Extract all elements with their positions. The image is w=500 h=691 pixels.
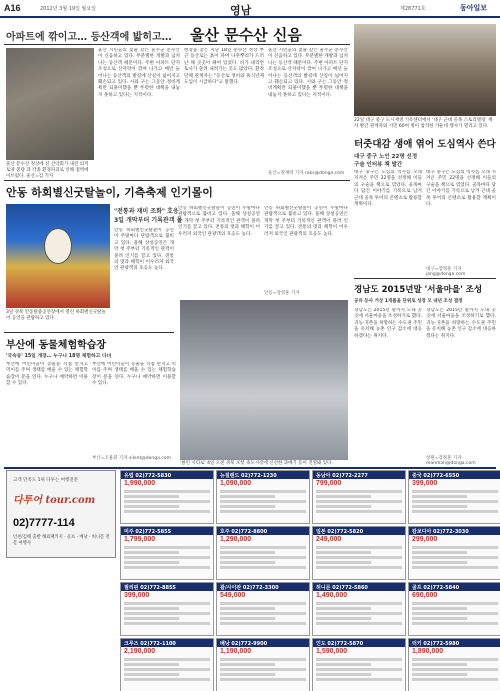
classified-ad[interactable]: [120, 526, 214, 580]
ad-text-line: [124, 678, 210, 681]
section-title: 영남: [230, 4, 252, 17]
ad-price: 1,490,000: [316, 592, 348, 599]
busan-headline: 부산에 동물체험학습장: [6, 340, 107, 351]
ad-text-line: [220, 500, 306, 503]
article-body: 울산 시민들의 젖줄 같은 울주군 문수산이 신음하고 있다. 무분별한 개발과 넘쳐나는 등산객 때문이다. 주변 아파트 단지 조성으로 산자락이 깎여 나가고 매년 늘어나는 등산객의 발길에 산길이 넓어지고 훼손되고 있다. 시와 구는 그동안 정비계획만 되풀이했을 뿐 뚜렷한 대책을 내놓지 못하고 있다는 지적이다.: [268, 48, 348, 98]
ad-text-line: [220, 551, 275, 554]
ad-title: 유럽 02)772-5830: [121, 471, 213, 479]
classified-ad[interactable]: [312, 526, 406, 580]
ad-text-line: [316, 495, 371, 498]
page-number: A16: [4, 3, 21, 13]
ad-text-line: [220, 617, 275, 620]
meeting-photo: [354, 24, 496, 116]
ad-text-line: [220, 490, 306, 493]
ad-price: 399,000: [412, 480, 438, 487]
ad-divider: [4, 467, 496, 469]
ad-text-line: [124, 663, 179, 666]
travel-ad[interactable]: [6, 470, 116, 558]
mask-dance-photo: [6, 204, 110, 308]
byline: 창원=강정훈 기자 manman@donga.com: [426, 456, 476, 466]
ad-text-line: [124, 658, 210, 661]
ad-text-line: [412, 617, 467, 620]
ad-title: 인도 02)772-5870: [313, 639, 405, 647]
article-body: 부산에 어린이들이 동물을 직접 만지고 먹이를 주며 생태를 배울 수 있는 체험학습장이 문을 연다. 누구나 예약하면 이용할 수 있다.: [92, 362, 176, 387]
article-body: 안동 하회별신굿탈놀이 공연이 주말마다 관람객으로 붐비고 있다. 올해 상설공연은 개막 첫 주부터 기록적인 관객이 몰려 인기를 끌고 있다. 전통의 멋과 해학이 어우러져 외국인 관광객의 호응도 높다.: [264, 206, 348, 237]
ad-title: 터키 02)772-5980: [409, 639, 500, 647]
right-story-deck: 대구 중구 노인 22명 선정: [354, 154, 418, 160]
ad-text-line: [316, 602, 402, 605]
ad-title: 배낭 02)772-9900: [217, 639, 309, 647]
ad-text-line: [412, 612, 498, 615]
issue-number: 제28771호: [400, 6, 426, 12]
ad-title: 크루즈 02)772-1100: [121, 639, 213, 647]
ad-text-line: [220, 612, 306, 615]
ad-text-line: [124, 495, 179, 498]
newspaper-name: 동아일보: [460, 4, 488, 12]
article-body: 경남도는 2015년 말까지 도내 곳곳에 서울마을을 조성하기로 했다. 귀농·귀촌을 희망하는 수도권 주민을 유치해 농촌 인구 감소에 대응하겠다는 취지다.: [354, 308, 422, 339]
ad-text-line: [412, 561, 467, 564]
ad-text-line: [412, 510, 498, 513]
ad-text-line: [412, 607, 467, 610]
issue-date: 2012년 3월 19일 월요일: [40, 6, 97, 12]
ad-text-line: [124, 622, 210, 625]
ad-text-line: [124, 556, 210, 559]
ad-price: 249,000: [316, 536, 342, 543]
ad-text-line: [412, 566, 498, 569]
ad-title: 괌/사이판 02)772-3300: [217, 583, 309, 591]
ad-price: 549,000: [220, 592, 246, 599]
ad-text-line: [412, 668, 498, 671]
ad-price: 2,190,000: [124, 648, 156, 655]
ad-price: 1,290,000: [220, 536, 252, 543]
ad-text-line: [412, 678, 498, 681]
ad-text-line: [412, 490, 498, 493]
article-body: 안동 하회별신굿탈놀이 공연이 주말마다 관람객으로 붐비고 있다. 올해 상설공연은 개막 첫 주부터 기록적인 관객이 몰려 인기를 끌고 있다. 전통의 멋과 해학이 어우러져 외국인 관광객의 호응도 높다.: [114, 228, 174, 272]
ad-text-line: [412, 663, 467, 666]
ad-text-line: [316, 663, 371, 666]
ad-text-line: [220, 607, 275, 610]
right-story-headline: 터줏대감 생애 엮어 도심역사 쓴다: [354, 139, 496, 150]
ad-text-line: [220, 663, 275, 666]
ad-text-line: [124, 500, 210, 503]
classified-ad[interactable]: [312, 638, 406, 691]
classified-ad[interactable]: [312, 582, 406, 636]
travel-logo: 다투어 tour.com: [13, 495, 96, 506]
ad-text-line: [316, 668, 402, 671]
ad-text-line: [124, 490, 210, 493]
ad-text-line: [412, 556, 498, 559]
ad-text-line: [412, 546, 498, 549]
ad-note: 인천/김해 출발 해외패키지 · 골프 · 배낭 · 허니문 전문 여행사: [13, 535, 110, 546]
divider: [354, 278, 496, 279]
byline: 안동=장영훈 기자: [264, 291, 300, 296]
photo-caption: 울산 문수산 정상에 선 산악회가 내린 퇴적 토양 불량 과 각종 환경파괴로 인해 절벽에 이르렀다. 울산=김 기자: [6, 162, 89, 179]
ad-text-line: [124, 546, 210, 549]
mask-face: [44, 228, 72, 264]
ad-text-line: [220, 622, 306, 625]
article-body: 안동 하회별신굿탈놀이 공연이 주말마다 관람객으로 붐비고 있다. 올해 상설공연은 개막 첫 주부터 기록적인 관객이 몰려 인기를 끌고 있다. 전통의 멋과 해학이 어우러져 외국인 관광객의 호응도 높다.: [178, 206, 260, 237]
ad-text-line: [316, 673, 371, 676]
festival-headline: 안동 하회별신굿탈놀이, 기측축제 인기몰이: [6, 186, 213, 199]
classified-ad[interactable]: [216, 526, 310, 580]
divider: [4, 180, 350, 181]
ad-text-line: [124, 505, 179, 508]
ad-price: 1,890,000: [412, 648, 444, 655]
ad-text-line: [220, 510, 306, 513]
ad-text-line: [412, 495, 467, 498]
classified-ad[interactable]: [120, 582, 214, 636]
ad-price: 1,799,000: [124, 536, 156, 543]
ad-text-line: [124, 612, 210, 615]
ad-text-line: [220, 602, 306, 605]
ad-text-line: [124, 617, 179, 620]
ad-price: 799,000: [316, 480, 342, 487]
ad-title: 뉴질랜드 02)772-1230: [217, 471, 309, 479]
ad-text-line: [316, 658, 402, 661]
ad-text-line: [124, 551, 179, 554]
classified-ad[interactable]: [216, 638, 310, 691]
ad-price: 1,990,000: [124, 480, 156, 487]
ad-title: 일본 02)772-5820: [313, 527, 405, 535]
ad-text-line: [316, 678, 402, 681]
gyeongnam-deck: 공유 등사 거상 1개롤을 단위로 성장 모 내년 조성 결정: [354, 299, 463, 304]
ad-title: 캄보디아 02)772-3030: [409, 527, 500, 535]
top-story-kicker: 아파트에 깎이고… 등산객에 밟히고…: [6, 32, 172, 43]
page-header: [0, 0, 500, 18]
photo-caption: '클린 시티로' 4일 오전 경북 포항 죽도시장에 신선한 과메기 등이 진열돼 있다.: [180, 461, 333, 466]
ad-text-line: [220, 668, 306, 671]
ad-text-line: [412, 673, 467, 676]
ad-price: 1,090,000: [220, 480, 252, 487]
article-body: 부산에 어린이들이 동물을 직접 만지고 먹이를 주며 생태를 배울 수 있는 체험학습장이 문을 연다. 누구나 예약하면 이용할 수 있다.: [6, 362, 88, 387]
ad-price: 690,000: [412, 592, 438, 599]
ad-text-line: [220, 546, 306, 549]
ad-text-line: [412, 602, 498, 605]
classified-ad[interactable]: [120, 470, 214, 524]
article-body: 대구 중구는 도심의 역사를 오래 지켜온 주민 22명을 선정해 이들의 구술을 책으로 엮었다. 골목마다 담긴 이야기를 기록으로 남겨 근대 골목 투어의 콘텐츠로 활용할 계획이다.: [354, 170, 422, 208]
ad-text-line: [124, 602, 210, 605]
classified-ad[interactable]: [408, 638, 500, 691]
ad-price: 299,000: [412, 536, 438, 543]
ad-text-line: [316, 607, 371, 610]
ad-text-line: [412, 505, 467, 508]
ad-text-line: [316, 546, 402, 549]
article-body: 대구 중구는 도심의 역사를 오래 지켜온 주민 22명을 선정해 이들의 구술을 책으로 엮었다. 골목마다 담긴 이야기를 기록으로 남겨 근대 골목 투어의 콘텐츠로 활용할 계획이다.: [426, 170, 496, 208]
ad-title: 중국 02)772-6550: [409, 471, 500, 479]
busan-deck: '국숙동' 15일 개장… 누구나 18명 체험하고 다녀: [6, 354, 112, 359]
ad-text-line: [124, 673, 179, 676]
divider: [4, 332, 174, 333]
ad-price: 1,590,000: [316, 648, 348, 655]
article-body: 현장을 찾은 지난 18일 문수산 정상 부근 등산로는 흙이 파여 나무뿌리가 드러난 채 곳곳이 패여 있었다. 비가 내리면 토사가 쓸려 내려가는 곳도 많았다. 환경단체 관계자는 "등산로 정비와 휴식년제 도입이 시급하다"고 말했다.: [184, 48, 264, 86]
ad-text-line: [316, 490, 402, 493]
photo-caption: 22일 대구 중구 도시재생 기록센터에서 '대구 근대 골목 스토리텔링' 책자 발간 관계자와 시민 60여 명이 참석한 가운데 행사가 열리고 있다.: [354, 118, 493, 129]
ad-text-line: [316, 505, 371, 508]
ad-title: 동남아 02)772-2277: [313, 471, 405, 479]
classified-ad[interactable]: [408, 470, 500, 524]
ad-text-line: [412, 551, 467, 554]
photo-caption: 3일 경북 안동탈춤공연장에서 열린 하회별신굿탈놀이 공연을 관람하고 있다.: [6, 310, 106, 321]
ad-text-line: [220, 566, 306, 569]
ad-text-line: [316, 510, 402, 513]
ad-text-line: [316, 617, 371, 620]
ad-text-line: [124, 668, 210, 671]
ad-text-line: [316, 551, 371, 554]
classified-ad[interactable]: [120, 638, 214, 691]
festival-quote: "전통과 재미 조화" 호응: [114, 208, 179, 215]
festival-quote: 3일 개막부터 기록관객 몰: [114, 217, 183, 224]
ad-text-line: [124, 607, 179, 610]
ad-phone: 02)7777-114: [13, 517, 75, 529]
ad-text-line: [220, 673, 275, 676]
ad-text-line: [412, 658, 498, 661]
classified-ad[interactable]: [216, 470, 310, 524]
ad-text-line: [220, 556, 306, 559]
ad-title: 미주 02)772-5855: [121, 527, 213, 535]
classified-ad[interactable]: [312, 470, 406, 524]
ad-text-line: [220, 658, 306, 661]
divider: [4, 44, 350, 45]
byline: 부산=조용휘 기자 silent@donga.com: [92, 456, 171, 461]
ad-text-line: [220, 561, 275, 564]
ad-title: 필리핀 02)772-8855: [121, 583, 213, 591]
classified-ad[interactable]: [408, 526, 500, 580]
byline: 울산=정재락 기자 raks@donga.com: [268, 171, 345, 176]
ad-text-line: [412, 622, 498, 625]
classified-ad[interactable]: [408, 582, 500, 636]
article-body: 경남도는 2015년 말까지 도내 곳곳에 서울마을을 조성하기로 했다. 귀농·귀촌을 희망하는 수도권 주민을 유치해 농촌 인구 감소에 대응하겠다는 취지다.: [426, 308, 496, 339]
ad-title: 골프 02)772-5840: [409, 583, 500, 591]
ad-text-line: [220, 678, 306, 681]
byline: 대구=장영훈 기자 jang@donga.com: [426, 267, 466, 277]
ad-text-line: [220, 505, 275, 508]
ad-text-line: [316, 561, 371, 564]
top-story-headline: 울산 문수산 신음: [190, 26, 302, 44]
ad-price: 399,000: [124, 592, 150, 599]
ad-text-line: [412, 500, 498, 503]
ad-price: 1,190,000: [220, 648, 252, 655]
ad-title: 호주 02)772-8800: [217, 527, 309, 535]
ad-text-line: [316, 500, 402, 503]
article-body: 울산 시민들의 젖줄 같은 울주군 문수산이 신음하고 있다. 무분별한 개발과 넘쳐나는 등산객 때문이다. 주변 아파트 단지 조성으로 산자락이 깎여 나가고 매년 늘어나는 등산객의 발길에 산길이 넓어지고 훼손되고 있다. 시와 구는 그동안 정비계획만 되풀이했을 뿐 뚜렷한 대책을 내놓지 못하고 있다는 지적이다.: [98, 48, 180, 98]
excavation-photo: [6, 48, 94, 160]
classified-ad[interactable]: [216, 582, 310, 636]
ad-text-line: [316, 566, 402, 569]
ad-text-line: [220, 495, 275, 498]
ad-text-line: [316, 556, 402, 559]
ad-text-line: [316, 612, 402, 615]
right-story-deck-2: 구술 인터뷰 책 발간: [354, 162, 403, 168]
ad-text-line: [124, 561, 179, 564]
ad-tagline: 고객 만족도 1위 다투는 여행전문: [13, 478, 79, 483]
gyeongnam-headline: 경남도 2015년말 '서울마을' 조성: [354, 285, 483, 295]
ad-text-line: [316, 622, 402, 625]
ad-title: 허니문 02)772-5860: [313, 583, 405, 591]
ad-text-line: [124, 510, 210, 513]
fish-market-photo: [180, 300, 348, 460]
ad-text-line: [124, 566, 210, 569]
